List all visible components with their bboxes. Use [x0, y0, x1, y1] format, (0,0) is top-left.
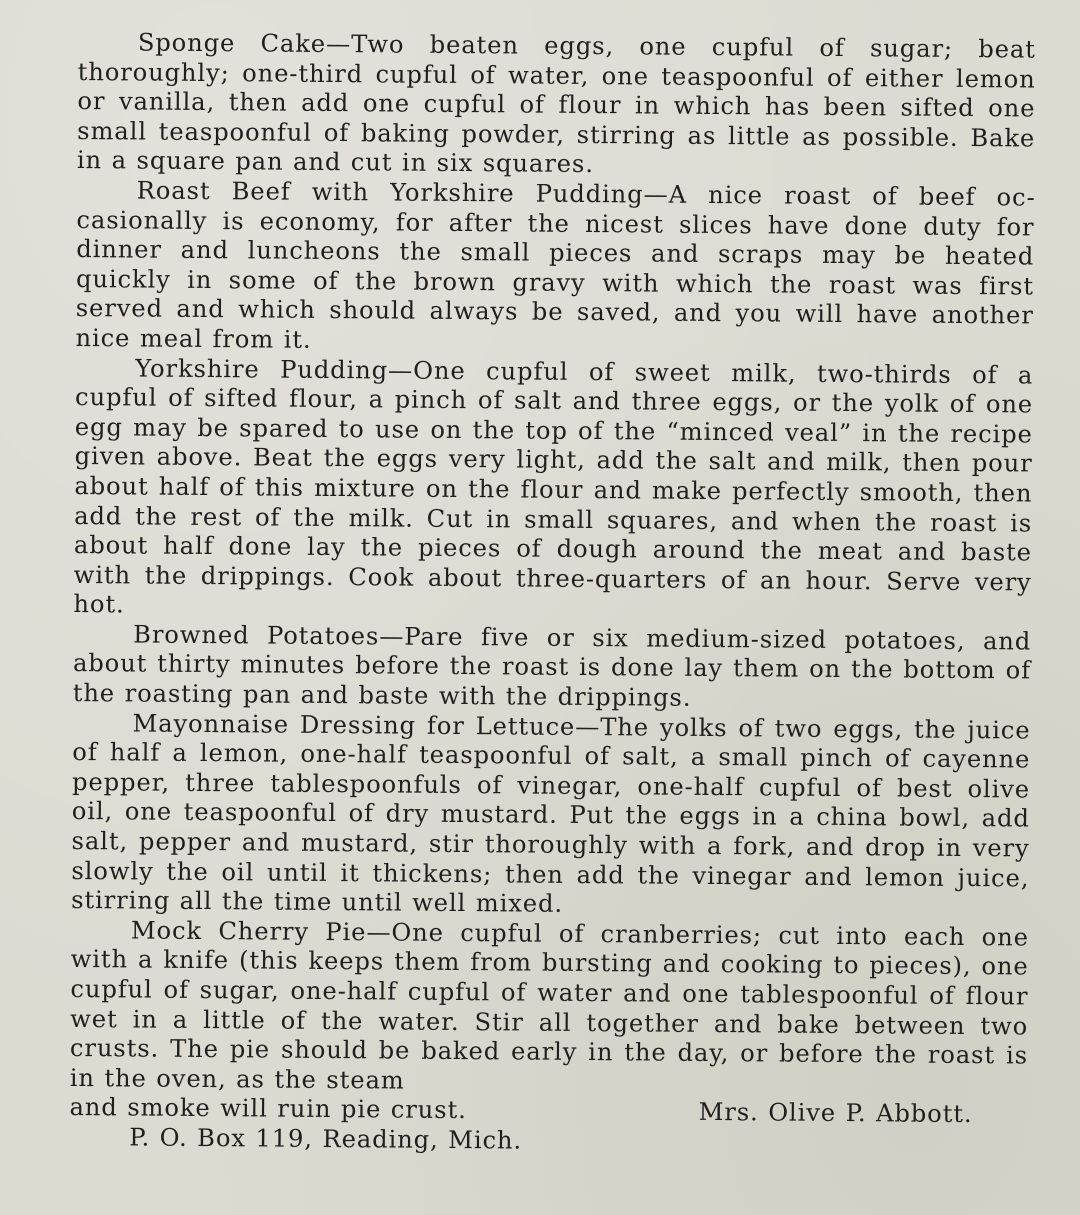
- signature-name: Mrs. Olive P. Abbott.: [698, 1098, 973, 1129]
- closing-line: and smoke will ruin pie crust.: [69, 1093, 467, 1125]
- recipe-text-block: [69, 28, 1036, 1160]
- recipe-mock-cherry-pie: Mock Cherry Pie—One cupful of cranberries; cut into each one with a knife (this keeps them from bursting and cooking to pieces), one cupful of sugar, one-half cupful of water and one tablespoonful of flour wet in a little of the water. Stir all together and bake between two crusts. The pie should be baked early in the day, or before the roast is in the oven, as the steam: [69, 916, 1029, 1095]
- recipe-mayonnaise-dressing: Mayonnaise Dressing for Lettuce—The yolks of two eggs, the juice of half a lemon, one-half teaspoonful of salt, a small pinch of cayenne pepper, three tablespoonfuls of vinegar, one-half cupful of best olive oil, one teaspoonful of dry mustard. Put the eggs in a china bowl, add salt, pepper and mustard, stir thoroughly with a fork, and drop in very slowly the oil until it thickens; then add the vinegar and lemon juice, stirring all the time until well mixed.: [71, 709, 1031, 919]
- recipe-sponge-cake: Sponge Cake—Two beaten eggs, one cupful of sugar; beat thoroughly; one-third cupful of water, one teaspoonful of either lemon or vanilla, then add one cupful of flour in which has been sifted one small teaspoonful of baking powder, stirring as little as possible. Bake in a square pan and cut in six squares.: [76, 28, 1036, 179]
- signature-address: P. O. Box 119, Reading, Mich.: [129, 1123, 523, 1155]
- recipe-browned-potatoes: Browned Potatoes—Pare five or six medium-sized potatoes, and about thirty minutes before the roast is done lay them on the bottom of the roasting pan and baste with the drippings.: [72, 620, 1032, 712]
- recipe-roast-beef: Roast Beef with Yorkshire Pudding—A nice roast of beef occasionally is economy, for after the nicest slices have done duty for dinner and luncheons the small pieces and scraps may be heated quickly in some of the brown gravy with which the roast was first served and which should always be saved, and you will have another nice meal from it.: [75, 176, 1035, 354]
- recipe-yorkshire-pudding: Yorkshire Pudding—One cupful of sweet milk, two-thirds of a cupful of sifted flour, a pinch of salt and three eggs, or the yolk of one egg may be spared to use on the top of the “minced veal” in the recipe given above. Beat the eggs very light, add the salt and milk, then pour about half of this mixture on the flour and make perfectly smooth, then add the rest of the milk. Cut in small squares, and when the roast is about half done lay the pieces of dough around the meat and baste with the drippings. Cook about three-quarters of an hour. Serve very hot.: [73, 353, 1034, 619]
